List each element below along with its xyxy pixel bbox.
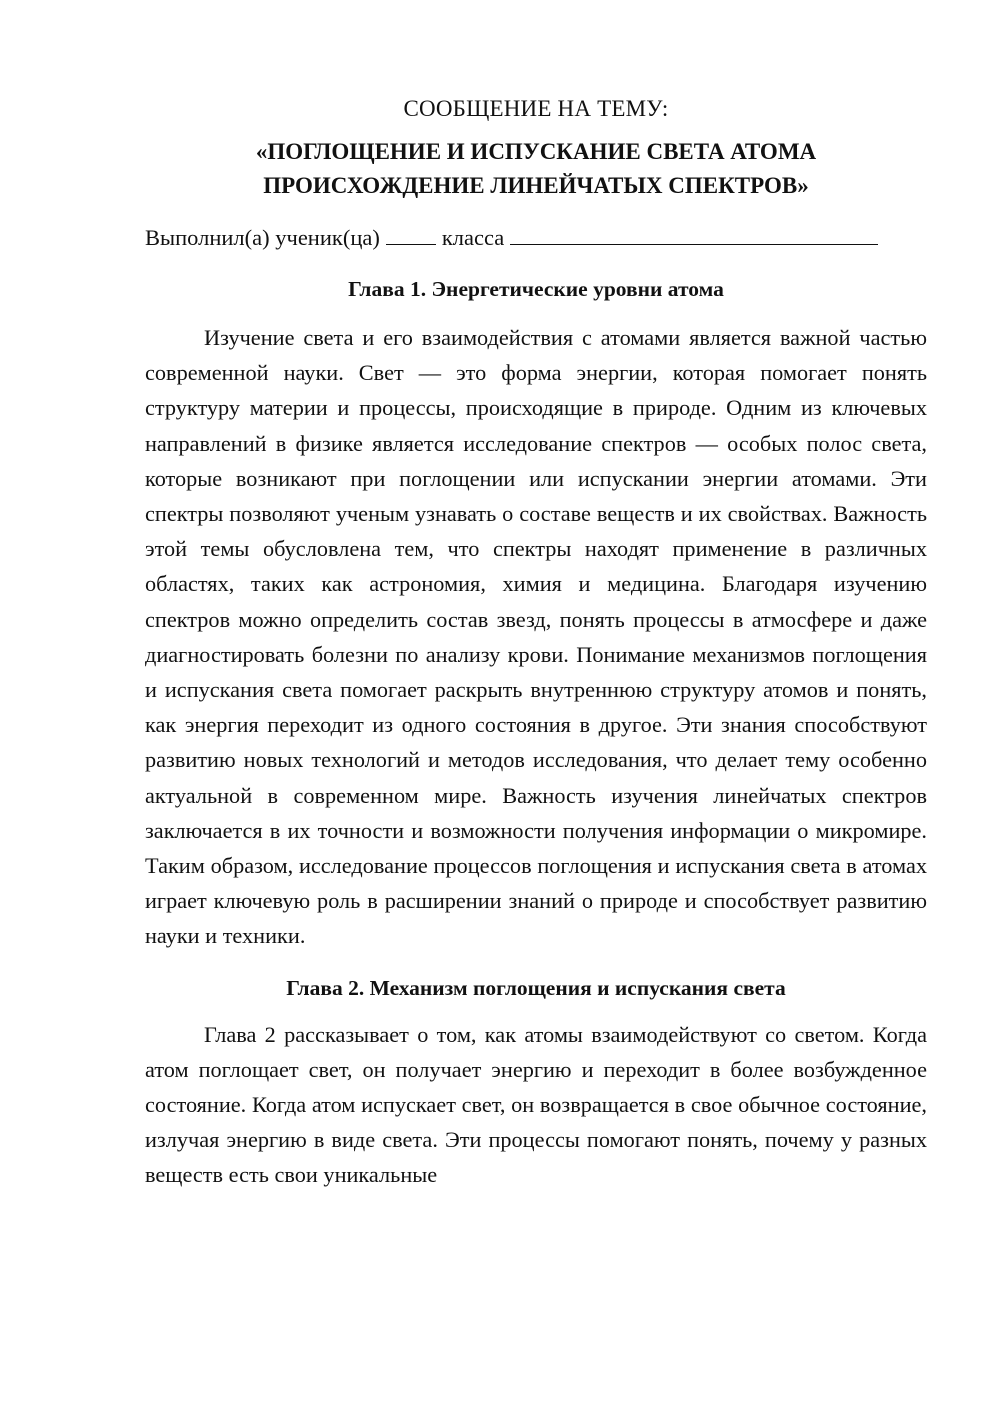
author-class-word: класса [441, 225, 505, 250]
chapter-1-paragraph: Изучение света и его взаимодействия с атомами является важной частью современной науки. Свет — это форма энергии, которая помогает понять структуру материи и процессы, происходящие в природе. Одним из ключевых направлений в физике является исследование спектров — особых полос света, которые возникают при поглощении или испускании энергии атомами. Эти спектры позволяют ученым узнавать о составе веществ и их свойствах. Важность этой темы обусловлена тем, что спектры находят применение в различных областях, таких как астрономия, химия и медицина. Благодаря изучению спектров можно определить состав звезд, понять процессы в атмосфере и даже диагностировать болезни по анализу крови. Понимание механизмов поглощения и испускания света помогает раскрыть внутреннюю структуру атомов и понять, как энергия переходит из одного состояния в другое. Эти знания способствуют развитию новых технологий и методов исследования, что делает тему особенно актуальной в современном мире. Важность изучения линейчатых спектров заключается в их точности и возможности получения информации о микромире. Таким образом, исследование процессов поглощения и испускания света в атомах играет ключевую роль в расширении знаний о природе и способствует развитию науки и техники. [145, 325, 927, 949]
class-number-blank [386, 222, 436, 245]
document-page [145, 92, 927, 1193]
author-name-blank [510, 222, 878, 245]
document-header: СООБЩЕНИЕ НА ТЕМУ: [403, 96, 669, 121]
author-prefix: Выполнил(а) ученик(ца) [145, 225, 380, 250]
author-line [145, 221, 927, 255]
chapter-2-paragraph: Глава 2 рассказывает о том, как атомы взаимодействуют со светом. Когда атом поглощает свет, он получает энергию и переходит в более возбужденное состояние. Когда атом испускает свет, он возвращается в свое обычное состояние, излучая энергию в виде света. Эти процессы помогают понять, почему у разных веществ есть свои уникальные [145, 1021, 927, 1188]
title-line-1: «ПОГЛОЩЕНИЕ И ИСПУСКАНИЕ СВЕТА АТОМА [255, 139, 817, 164]
document-title [145, 135, 927, 203]
chapter-2-title: Глава 2. Механизм поглощения и испускания света [286, 975, 786, 1000]
title-line-2: ПРОИСХОЖДЕНИЕ ЛИНЕЙЧАТЫХ СПЕКТРОВ» [263, 173, 809, 198]
chapter-1-title: Глава 1. Энергетические уровни атома [348, 277, 724, 301]
